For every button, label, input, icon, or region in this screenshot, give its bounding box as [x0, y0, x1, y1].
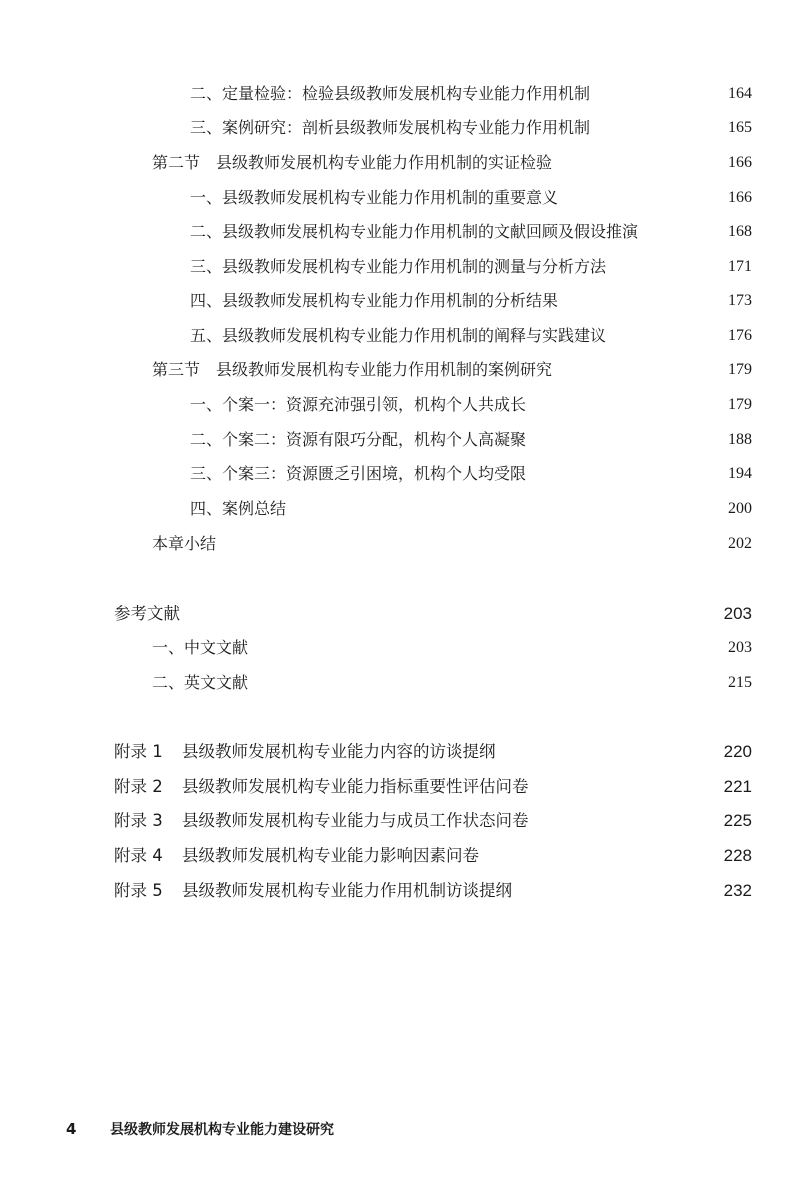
toc-entry-label: 三、案例研究：剖析县级教师发展机构专业能力作用机制	[190, 118, 591, 137]
toc-entry	[0, 425, 790, 455]
toc-entry-label: 二、县级教师发展机构专业能力作用机制的文献回顾及假设推演	[190, 222, 639, 241]
toc-entry-label: 四、县级教师发展机构专业能力作用机制的分析结果	[190, 291, 559, 310]
appendix-number: 附录 3	[114, 811, 163, 830]
appendix-entry	[0, 876, 790, 906]
references-item	[0, 668, 790, 698]
toc-entry-page: 188	[728, 431, 752, 448]
toc-entry-label: 一、个案一：资源充沛强引领，机构个人共成长	[190, 395, 527, 414]
appendix-entry	[0, 841, 790, 871]
toc-entry-page: 202	[728, 535, 752, 552]
toc-entry-page: 179	[728, 396, 752, 413]
toc-entry-page: 171	[728, 258, 752, 275]
toc-entry-label: 三、个案三：资源匮乏引困境，机构个人均受限	[190, 464, 527, 483]
appendix-page: 225	[723, 811, 752, 830]
toc-entry-page: 176	[728, 327, 752, 344]
appendix-title: 县级教师发展机构专业能力作用机制访谈提纲	[182, 881, 512, 900]
toc-entry-label: 本章小结	[152, 534, 217, 553]
appendix-number: 附录 2	[114, 777, 163, 796]
references-item-label: 二、英文文献	[152, 673, 249, 692]
toc-entry	[0, 217, 790, 247]
appendix-title: 县级教师发展机构专业能力与成员工作状态问卷	[182, 811, 529, 830]
appendix-title: 县级教师发展机构专业能力内容的访谈提纲	[182, 742, 496, 761]
toc-entry-page: 173	[728, 292, 752, 309]
toc-entry	[0, 390, 790, 420]
appendix-entry	[0, 806, 790, 836]
toc-entry-page: 168	[728, 223, 752, 240]
toc-entry-label: 一、县级教师发展机构专业能力作用机制的重要意义	[190, 188, 559, 207]
toc-entry-page: 179	[728, 361, 752, 378]
toc-section-entry	[0, 355, 790, 385]
references-heading-page: 203	[723, 604, 752, 623]
toc-entry	[0, 459, 790, 489]
references-item-page: 215	[728, 674, 752, 691]
toc-entry-page: 194	[728, 465, 752, 482]
references-item-label: 一、中文文献	[152, 638, 249, 657]
toc-entry-label: 第二节 县级教师发展机构专业能力作用机制的实证检验	[152, 153, 553, 172]
footer-book-title: 县级教师发展机构专业能力建设研究	[110, 1122, 334, 1138]
toc-entry-label: 五、县级教师发展机构专业能力作用机制的阐释与实践建议	[190, 326, 607, 345]
toc-section-entry	[0, 148, 790, 178]
toc-entry-page: 166	[728, 189, 752, 206]
appendix-entry	[0, 772, 790, 802]
toc-entry-page: 200	[728, 500, 752, 517]
toc-entry	[0, 113, 790, 143]
toc-entry-label: 二、个案二：资源有限巧分配，机构个人高凝聚	[190, 430, 527, 449]
toc-section-entry	[0, 529, 790, 559]
toc-entry-page: 164	[728, 85, 752, 102]
appendix-page: 228	[723, 846, 752, 865]
footer-page-number: 4	[66, 1120, 77, 1138]
appendix-number: 附录 4	[114, 846, 163, 865]
toc-entry-label: 二、定量检验：检验县级教师发展机构专业能力作用机制	[190, 84, 591, 103]
toc-entry-page: 165	[728, 119, 752, 136]
appendix-title: 县级教师发展机构专业能力影响因素问卷	[182, 846, 479, 865]
references-heading-label: 参考文献	[114, 604, 180, 623]
appendix-entry	[0, 737, 790, 767]
appendix-page: 221	[723, 777, 752, 796]
toc-entry	[0, 252, 790, 282]
references-item-page: 203	[728, 639, 752, 656]
toc-entry	[0, 286, 790, 316]
toc-entry	[0, 494, 790, 524]
appendix-number: 附录 5	[114, 881, 163, 900]
appendix-page: 232	[723, 881, 752, 900]
toc-entry	[0, 183, 790, 213]
appendix-number: 附录 1	[114, 742, 163, 761]
appendix-title: 县级教师发展机构专业能力指标重要性评估问卷	[182, 777, 529, 796]
toc-entry-label: 三、县级教师发展机构专业能力作用机制的测量与分析方法	[190, 257, 607, 276]
toc-entry-label: 第三节 县级教师发展机构专业能力作用机制的案例研究	[152, 360, 553, 379]
page-footer	[66, 1117, 334, 1141]
toc-entry	[0, 321, 790, 351]
toc-entry	[0, 79, 790, 109]
toc-entry-label: 四、案例总结	[190, 499, 287, 518]
references-item	[0, 633, 790, 663]
appendix-page: 220	[723, 742, 752, 761]
references-heading	[0, 599, 790, 629]
toc-entry-page: 166	[728, 154, 752, 171]
